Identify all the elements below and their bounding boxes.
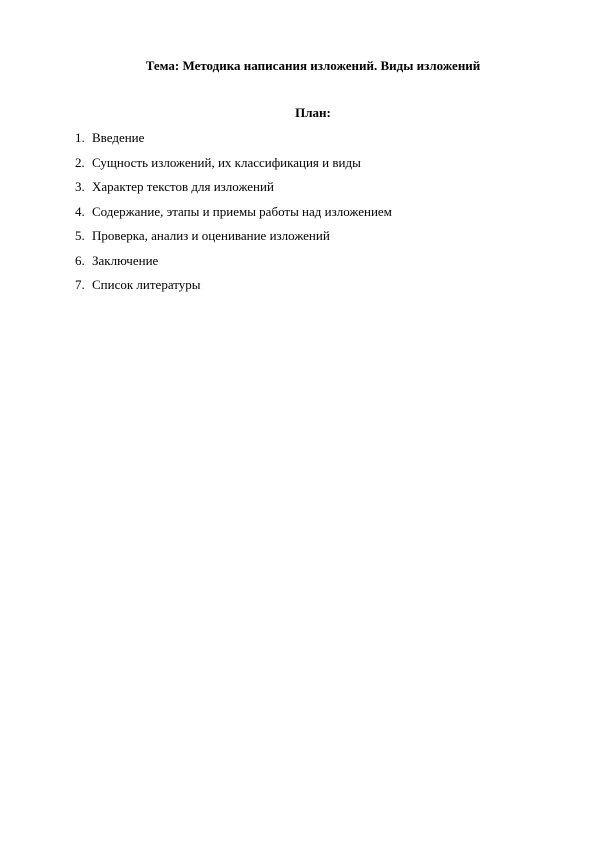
plan-item-number: 6. — [75, 252, 85, 268]
plan-item-number: 5. — [75, 228, 85, 243]
plan-item-number: 7. — [75, 277, 85, 292]
plan-list — [75, 130, 392, 302]
plan-item — [75, 277, 392, 302]
plan-item — [75, 204, 392, 229]
plan-item-text: Проверка, анализ и оценивание изложений — [92, 228, 330, 243]
plan-item-number: 4. — [75, 203, 85, 219]
plan-item — [75, 130, 392, 155]
plan-item-number: 3. — [75, 179, 85, 194]
plan-item — [75, 228, 392, 253]
plan-item — [75, 253, 392, 278]
document-title: Тема: Методика написания изложений. Виды изложений — [145, 58, 481, 73]
plan-item-number: 2. — [75, 154, 85, 170]
plan-item-text: Список литературы — [92, 277, 201, 292]
plan-item-text: Сущность изложений, их классификация и виды — [92, 154, 361, 170]
plan-item — [75, 179, 392, 204]
plan-item-number: 1. — [75, 130, 85, 145]
plan-item-text: Заключение — [92, 252, 159, 268]
plan-heading: План: — [295, 105, 331, 120]
plan-item — [75, 155, 392, 180]
plan-item-text: Введение — [92, 130, 145, 145]
plan-item-text: Характер текстов для изложений — [92, 179, 274, 194]
plan-item-text: Содержание, этапы и приемы работы над изложением — [92, 203, 392, 219]
